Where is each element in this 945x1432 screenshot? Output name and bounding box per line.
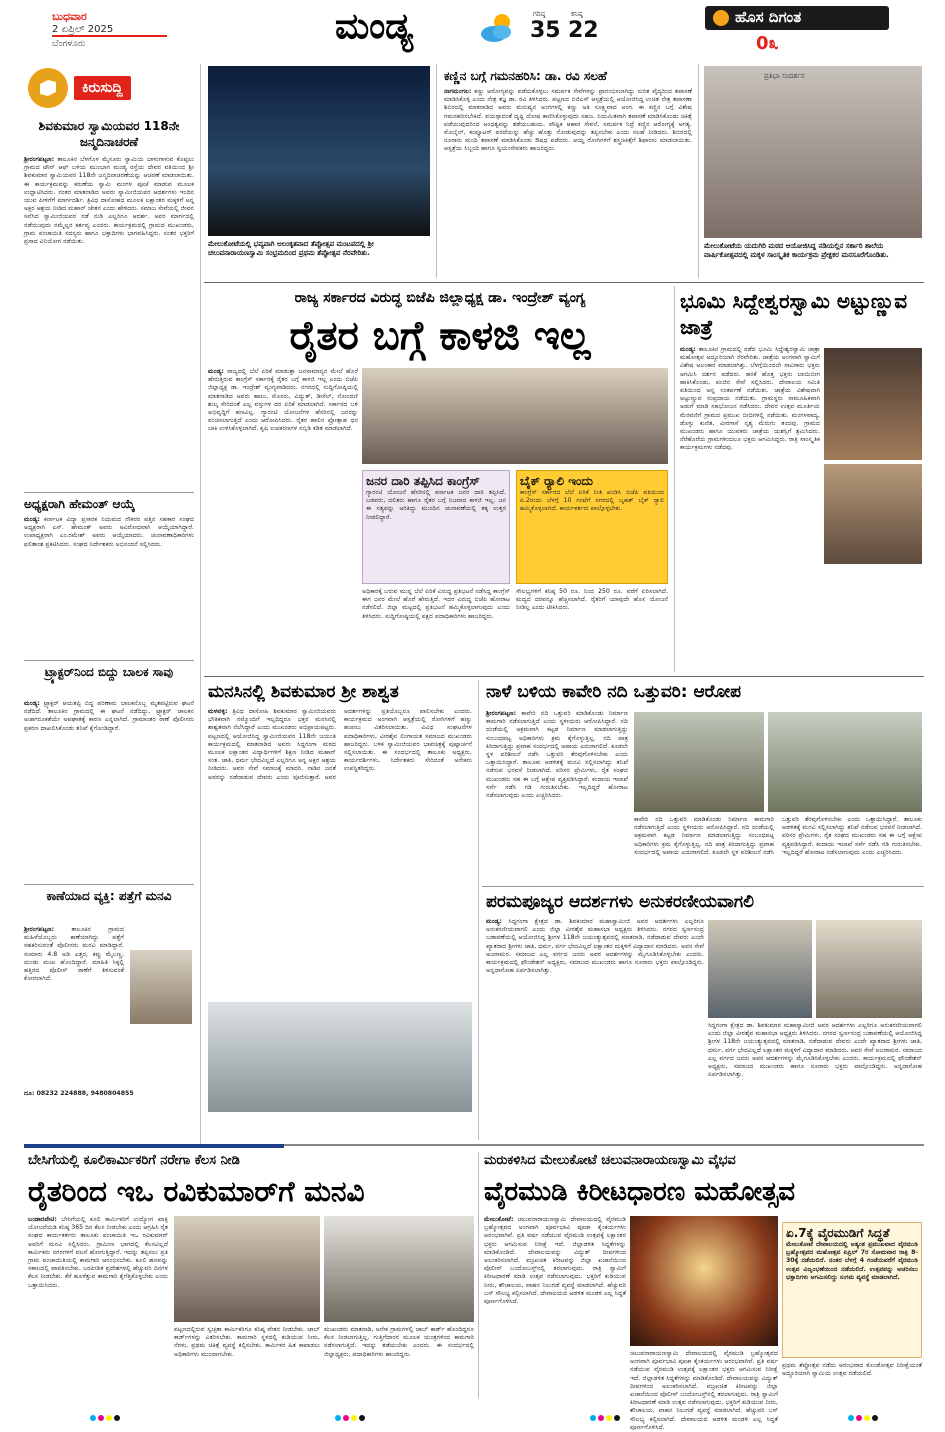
kaveri-text: ಕಾವೇರಿ ನದಿ ಒತ್ತುವರಿ ಮಾಡಿಕೊಂಡು ನಿರ್ಮಾಣ ಕಾಮಗಾರಿ ನಡೆಸಲಾಗುತ್ತಿದೆ ಎಂದು ಸ್ಥಳೀಯರು ಆರೋಪಿಸಿದ್ದಾರೆ. ನದಿ ದಂಡೆಯಲ್ಲಿ ಅಕ್ರಮವಾಗಿ ಕಟ್ಟಡ ನಿರ್ಮಾಣ ಮಾಡಲಾಗುತ್ತಿದ್ದು ಸಂಬಂಧಪಟ್ಟ ಅಧಿಕಾರಿಗಳು ಕ್ರಮ ಕೈಗೊಳ್ಳುತ್ತಿಲ್ಲ. ನದಿ ಪಾತ್ರ ಕಿರಿದಾಗುತ್ತಿದ್ದು ಪ್ರವಾಹ ಸಂದರ್ಭದಲ್ಲಿ ಅಪಾಯ ಎದುರಾಗಲಿದೆ. ಕೂಡಲೇ ಸ್ಥಳ ಪರಿಶೀಲನೆ ನಡೆಸಿ ಒತ್ತುವರಿ ತೆರವುಗೊಳಿಸಬೇಕು ಎಂದು ಒತ್ತಾಯಿಸಿದ್ದಾರೆ. ತಾಲೂಕು ಆಡಳಿತಕ್ಕೆ ಮನವಿ ಸಲ್ಲಿಸಲಾಗಿದ್ದು ತನಿಖೆ ನಡೆಸುವ ಭರವಸೆ ನೀಡಲಾಗಿದೆ. ಪರಿಸರ ಪ್ರೇಮಿಗಳು, ರೈತ ಸಂಘದ ಮುಖಂಡರು ಸಹ ಈ ಬಗ್ಗೆ ಆಕ್ಷೇಪ ವ್ಯಕ್ತಪಡಿಸಿದ್ದಾರೆ. ಕಂದಾಯ ಇಲಾಖೆ ಸರ್ವೆ ನಡೆಸಿ ಗಡಿ ಗುರುತಿಸಬೇಕು. ಇಲ್ಲದಿದ್ದರೆ ಹೋರಾಟ ನಡೆಸಲಾಗುವುದು ಎಂದು ಎಚ್ಚರಿಸಿದರು. bbox=[486, 710, 628, 800]
kaveri-body-1 bbox=[486, 710, 628, 882]
shivakumar-text: ತ್ರಿವಿಧ ದಾಸೋಹಿ ಶಿವಕುಮಾರ ಸ್ವಾಮೀಜಿಯವರು ಭೌತಿಕವಾಗಿ ನಮ್ಮೊಂದಿಗೆ ಇಲ್ಲದಿದ್ದರೂ ಭಕ್ತರ ಮನಸಿನಲ್ಲಿ ಶಾಶ್ವತವಾಗಿ ನೆಲೆಸಿದ್ದಾರೆ ಎಂದು ಮುಖಂಡರು ಅಭಿಪ್ರಾಯಪಟ್ಟರು. ಪಟ್ಟಣದಲ್ಲಿ ಆಯೋಜಿಸಿದ್ದ ಸ್ವಾಮೀಜಿಯವರ 118ನೇ ಜಯಂತಿ ಕಾರ್ಯಕ್ರಮದಲ್ಲಿ ಮಾತನಾಡಿದ ಅವರು ಸಿದ್ದಗಂಗಾ ಮಠದ ಮೂಲಕ ಲಕ್ಷಾಂತರ ವಿದ್ಯಾರ್ಥಿಗಳಿಗೆ ಶಿಕ್ಷಣ ನೀಡಿದ ಮಹಾನ್ ಸಂತ. ಜಾತಿ, ಧರ್ಮ ಭೇದವಿಲ್ಲದೆ ಎಲ್ಲರಿಗೂ ಅನ್ನ ಅಕ್ಷರ ಆಶ್ರಯ ನೀಡಿದರು. ಅವರ ಸೇವೆ ಸಮಾಜಕ್ಕೆ ಮಾದರಿ. ನಾಡಿನ ಜನತೆ ಅವರನ್ನು ನಡೆದಾಡುವ ದೇವರು ಎಂದು ಪೂಜಿಸುತ್ತಾರೆ. ಅವರ ಆದರ್ಶಗಳನ್ನು ಪ್ರತಿಯೊಬ್ಬರೂ ಪಾಲಿಸಬೇಕು ಎಂದರು. ಕಾರ್ಯಕ್ರಮದ ಅಂಗವಾಗಿ ಆಸ್ಪತ್ರೆಯಲ್ಲಿ ರೋಗಿಗಳಿಗೆ ಹಣ್ಣು ಹಂಪಲು ವಿತರಿಸಲಾಯಿತು. ವಿವಿಧ ಸಂಘಟನೆಗಳ ಪದಾಧಿಕಾರಿಗಳು, ವೀರಶೈವ ಲಿಂಗಾಯತ ಸಮಾಜದ ಮುಖಂಡರು ಹಾಜರಿದ್ದರು. ಬಳಿಕ ಸ್ವಾಮೀಜಿಯವರ ಭಾವಚಿತ್ರಕ್ಕೆ ಪುಷ್ಪಾರ್ಚನೆ ಸಲ್ಲಿಸಲಾಯಿತು. ಈ ಸಂದರ್ಭದಲ್ಲಿ ತಾಲೂಕು ಅಧ್ಯಕ್ಷರು, ಕಾರ್ಯದರ್ಶಿಗಳು, ನಿರ್ದೇಶಕರು ಸೇರಿದಂತೆ ಅನೇಕರು ಉಪಸ್ಥಿತರಿದ್ದರು. bbox=[208, 708, 472, 781]
parama-body-2: ಸಿದ್ದಗಂಗಾ ಕ್ಷೇತ್ರದ ಡಾ. ಶಿವಕುಮಾರ ಮಹಾಸ್ವಾಮೀಜಿ ಅವರ ಆದರ್ಶಗಳು ಎಲ್ಲರಿಗೂ ಅನುಕರಣೀಯವಾಗಲಿ ಎಂದು ಜಿಲ್ಲಾ ವೀರಶೈವ ಮಹಾಸಭಾ ಅಧ್ಯಕ್ಷರು ತಿಳಿಸಿದರು. ನಗರದ ಸ್ವರ್ಣಸಂದ್ರ ಬಡಾವಣೆಯಲ್ಲಿ ಆಯೋಜಿಸಿದ್ದ ಶ್ರೀಗಳ 118ನೇ ಜಯಂತ್ಯುತ್ಸವದಲ್ಲಿ ಮಾತನಾಡಿ, ನಡೆದಾಡುವ ದೇವರು ಎಂದೇ ಖ್ಯಾತರಾದ ಶ್ರೀಗಳು ಜಾತಿ, ಧರ್ಮ, ವರ್ಗ ಭೇದವಿಲ್ಲದೆ ಲಕ್ಷಾಂತರ ಮಕ್ಕಳಿಗೆ ವಿದ್ಯಾದಾನ ಮಾಡಿದರು. ಅವರ ಸೇವೆ ಅಜರಾಮರ. ಸಮಾಜದ ಎಲ್ಲ ವರ್ಗದ ಜನರು ಅವರ ಆದರ್ಶಗಳನ್ನು ಮೈಗೂಡಿಸಿಕೊಳ್ಳಬೇಕು ಎಂದರು. ಕಾರ್ಯಕ್ರಮದಲ್ಲಿ ಫೌಂಡೇಶನ್ ಅಧ್ಯಕ್ಷರು, ಸಮಾಜದ ಮುಖಂಡರು ಹಾಗೂ ನೂರಾರು ಭಕ್ತರು ಪಾಲ್ಗೊಂಡಿದ್ದರು. ಅನ್ನದಾಸೋಹ ಏರ್ಪಡಿಸಲಾಗಿತ್ತು. bbox=[708, 1022, 922, 1079]
jayanti-portrait-photo bbox=[708, 920, 812, 1018]
siddeshwara-deity-photo bbox=[824, 348, 922, 460]
kiru3-text: ಟ್ರ್ಯಾಕ್ಟರ್ ಆಯತಪ್ಪಿ ಬಿದ್ದ ಪರಿಣಾಮ ಬಾಲಕನೊಬ್ಬ ಮೃತಪಟ್ಟಿರುವ ಘಟನೆ ನಡೆದಿದೆ. ತಾಲೂಕಿನ ಗ್ರಾಮದಲ್ಲಿ ಈ ಘಟನೆ ನಡೆದಿದ್ದು, ಟ್ರ್ಯಾಕ್ಟರ್ ಚಾಲಕನ ಅಜಾಗರೂಕತೆಯೇ ಅಪಘಾತಕ್ಕೆ ಕಾರಣ ಎನ್ನಲಾಗಿದೆ. ಗ್ರಾಮಾಂತರ ಠಾಣೆ ಪೊಲೀಸರು ಪ್ರಕರಣ ದಾಖಲಿಸಿಕೊಂಡು ತನಿಖೆ ಕೈಗೊಂಡಿದ್ದಾರೆ. bbox=[24, 700, 195, 732]
nrega-memo-photo-1 bbox=[174, 1216, 320, 1322]
masthead-date: 2 ಏಪ್ರಿಲ್ 2025 bbox=[52, 24, 114, 35]
vairamudi-body-2: ಚಲುವನಾರಾಯಣಸ್ವಾಮಿ ದೇವಾಲಯದಲ್ಲಿ ವೈರಮುಡಿ ಬ್ರಹ್ಮೋತ್ಸವದ ಅಂಗವಾಗಿ ಪೂರ್ವಭಾವಿ ಪೂಜಾ ಕೈಂಕರ್ಯಗಳು ಆರಂಭವಾಗಿವೆ. ಪ್ರತಿ ವರ್ಷ ನಡೆಯುವ ವೈರಮುಡಿ ಉತ್ಸವಕ್ಕೆ ಲಕ್ಷಾಂತರ ಭಕ್ತರು ಆಗಮಿಸುವ ನಿರೀಕ್ಷೆ ಇದೆ. ಜಿಲ್ಲಾಡಳಿತ ಸಿದ್ಧತೆಗಳನ್ನು ಮಾಡಿಕೊಂಡಿದೆ. ದೇವಾಲಯವನ್ನು ವಿದ್ಯುತ್ ದೀಪಗಳಿಂದ ಅಲಂಕರಿಸಲಾಗಿದೆ. ವಜ್ರಖಚಿತ ಕಿರೀಟವನ್ನು ಜಿಲ್ಲಾ ಖಜಾನೆಯಿಂದ ಪೊಲೀಸ್ ಬಂದೋಬಸ್ತ್‌ನಲ್ಲಿ ತರಲಾಗುವುದು. ರಾತ್ರಿ ಸ್ವಾಮಿಗೆ ಕಿರೀಟಧಾರಣೆ ಮಾಡಿ ಉತ್ಸವ ನಡೆಸಲಾಗುವುದು. ಭಕ್ತರಿಗೆ ಕುಡಿಯುವ ನೀರು, ಶೌಚಾಲಯ, ವಾಹನ ನಿಲುಗಡೆ ವ್ಯವಸ್ಥೆ ಮಾಡಲಾಗಿದೆ. ಹೆಚ್ಚುವರಿ ಬಸ್ ಸೌಲಭ್ಯ ಕಲ್ಪಿಸಲಾಗಿದೆ. ದೇವಾಲಯದ ಆಡಳಿತ ಮಂಡಳಿ ಎಲ್ಲ ಸಿದ್ಧತೆ ಪೂರ್ಣಗೊಳಿಸಿದೆ. bbox=[630, 1350, 778, 1431]
masthead-rule bbox=[52, 35, 167, 37]
shivakumar-headline: ಮನಸಿನಲ್ಲಿ ಶಿವಕುಮಾರ ಶ್ರೀ ಶಾಶ್ವತ bbox=[208, 682, 399, 702]
lead-dateline: ಮಂಡ್ಯ: bbox=[208, 368, 224, 375]
school-dance-photo bbox=[704, 66, 922, 238]
lead-box-congress-text: ಗ್ಯಾರಂಟಿ ಯೋಜನೆ ಹೆಸರಿನಲ್ಲಿ ಕರ್ನಾಟಕ ಜನರ ದಾರಿ ತಪ್ಪಿಸಿದೆ. ಬಡವರು, ದಲಿತರು ಹಾಗೂ ರೈತರ ಬಗ್ಗೆ ನಿಜವಾದ ಕಾಳಜಿ ಇಲ್ಲ. ಜನ ಈ ಸತ್ಯವನ್ನು ಅರಿತಿದ್ದು ಮುಂದಿನ ಚುನಾವಣೆಯಲ್ಲಿ ತಕ್ಕ ಉತ್ತರ ನೀಡಲಿದ್ದಾರೆ. bbox=[366, 489, 506, 521]
parama-body-1 bbox=[486, 918, 704, 1140]
weather-min-label: ಕನಿಷ್ಠ bbox=[571, 10, 583, 18]
kiru2-body bbox=[24, 516, 194, 656]
vairamudi-body-1 bbox=[484, 1216, 626, 1398]
missing-person-photo bbox=[130, 950, 192, 1024]
riverbank-photo-1 bbox=[634, 712, 764, 812]
kiru4-title: ಕಾಣೆಯಾದ ವ್ಯಕ್ತಿ: ಪತ್ತೆಗೆ ಮನವಿ bbox=[46, 889, 172, 903]
weather-min: 22 bbox=[568, 18, 599, 43]
vairamudi-body-3: ಪ್ರಥಮ ತೆಪ್ಪೋತ್ಸವ ನಡೆದು ಆರಂಭವಾದ ಕೊಂಡೋತ್ಸವ ನಿರೀಕ್ಷೆಯಂತೆ ಅದ್ದೂರಿಯಾಗಿ ಸ್ವಾಮಿಯ ಉತ್ಸವ ನಡೆಯಲಿದೆ. bbox=[782, 1362, 922, 1378]
kiru3-title: ಟ್ರ್ಯಾಕ್ಟರ್‌ನಿಂದ ಬಿದ್ದು ಬಾಲಕ ಸಾವು bbox=[44, 665, 174, 679]
parama-headline: ಪರಮಪೂಜ್ಯರ ಆದರ್ಶಗಳು ಅನುಕರಣೀಯವಾಗಲಿ bbox=[486, 892, 754, 912]
kaveri-dateline: ಶ್ರೀರಂಗಪಟ್ಟಣ: bbox=[486, 710, 517, 717]
registration-marks-left bbox=[90, 1406, 150, 1414]
eye-story-title: ಕಣ್ಣಿನ ಬಗ್ಗೆ ಗಮನಹರಿಸಿ: ಡಾ. ರವಿ ಸಲಹೆ bbox=[444, 69, 607, 83]
bhoomi-text: ತಾಲೂಕಿನ ಗ್ರಾಮದಲ್ಲಿ ನಡೆದ ಭೂಮಿ ಸಿದ್ದೇಶ್ವರಸ್ವಾಮಿ ಜಾತ್ರಾ ಮಹೋತ್ಸವ ಅದ್ದೂರಿಯಾಗಿ ನೆರವೇರಿತು. ಜಾತ್ರೆಯ ಅಂಗವಾಗಿ ಸ್ವಾಮಿಗೆ ವಿಶೇಷ ಅಲಂಕಾರ ಮಾಡಲಾಗಿತ್ತು. ಬೆಳಗ್ಗೆಯಿಂದಲೇ ಸಾವಿರಾರು ಭಕ್ತರು ಆಗಮಿಸಿ ದರ್ಶನ ಪಡೆದರು. ಹರಕೆ ಹೊತ್ತ ಭಕ್ತರು ಬಾಯಿಬೀಗ ಹಾಕಿಸಿಕೊಂಡು, ಪಂಜಿನ ಸೇವೆ ಸಲ್ಲಿಸಿದರು. ದೇವಾಲಯ ಸಮಿತಿ ವತಿಯಿಂದ ಅನ್ನ ಸಂತರ್ಪಣೆ ನಡೆಯಿತು. ಜಾತ್ರೆಯ ವಿಶೇಷವಾಗಿ ಅಟ್ಟುಣ್ಣುವ ಸಂಪ್ರದಾಯ ನಡೆಯಿತು. ಗ್ರಾಮಸ್ಥರು ಸಾಮೂಹಿಕವಾಗಿ ಅಡುಗೆ ಮಾಡಿ ಸಹಭೋಜನ ನಡೆಸಿದರು. ದೇವರ ಉತ್ಸವ ಮೂರ್ತಿಯ ಮೆರವಣಿಗೆ ಗ್ರಾಮದ ಪ್ರಮುಖ ಬೀದಿಗಳಲ್ಲಿ ನಡೆಯಿತು. ಮಂಗಳವಾದ್ಯ, ಡೊಳ್ಳು ಕುಣಿತ, ವೀರಗಾಸೆ ನೃತ್ಯ ಮೆರುಗು ತಂದವು. ಗ್ರಾಮದ ಮುಖಂಡರು ಹಾಗೂ ಯುವಕರು ಜಾತ್ರೆಯ ಯಶಸ್ಸಿಗೆ ಶ್ರಮಿಸಿದರು. ನೆರೆಹೊರೆಯ ಗ್ರಾಮಗಳಿಂದಲೂ ಭಕ್ತರು ಆಗಮಿಸಿದ್ದರು. ರಾತ್ರಿ ಸಾಂಸ್ಕೃತಿಕ ಕಾರ್ಯಕ್ರಮಗಳು ನಡೆದವು. bbox=[680, 346, 821, 452]
teppotsava-photo bbox=[208, 66, 430, 236]
shivakumar-body bbox=[208, 708, 472, 998]
bhoomi-body-1 bbox=[680, 346, 820, 670]
nrega-memo-photo-2 bbox=[324, 1216, 474, 1322]
registration-marks-far bbox=[848, 1406, 908, 1414]
jayanti-crowd-photo bbox=[816, 920, 922, 1018]
lead-body-1 bbox=[208, 368, 358, 658]
vairamudi-headline: ವೈರಮುಡಿ ಕಿರೀಟಧಾರಣ ಮಹೋತ್ಸವ bbox=[484, 1177, 796, 1207]
kiru4-text: ತಾಲೂಕಿನ ಗ್ರಾಮದ ಮಹಿಳೆಯೊಬ್ಬರು ಕಾಣೆಯಾಗಿದ್ದು ಪತ್ತೆಗೆ ಸಹಕರಿಸುವಂತೆ ಪೊಲೀಸರು ಮನವಿ ಮಾಡಿದ್ದಾರೆ. ಸುಮಾರು 4.8 ಅಡಿ ಎತ್ತರ, ಕಪ್ಪು ಮೈಬಣ್ಣ, ದುಂಡು ಮುಖ ಹೊಂದಿದ್ದಾರೆ. ಮಾಹಿತಿ ಸಿಕ್ಕಲ್ಲಿ ಹತ್ತಿರದ ಪೊಲೀಸ್ ಠಾಣೆಗೆ ತಿಳಿಸುವಂತೆ ಕೋರಲಾಗಿದೆ. bbox=[24, 926, 124, 983]
kiru4-dateline: ಶ್ರೀರಂಗಪಟ್ಟಣ: bbox=[24, 926, 55, 933]
nrega-body-2: ಪಟ್ಟಣದಲ್ಲಿರುವ ಸ್ವಚ್ಛತಾ ಕಾರ್ಮಿಕರಿಗೂ ಕನಿಷ್ಠ ವೇತನ ನೀಡಬೇಕು. ಜಾಬ್ ಕಾರ್ಡ್‌ಗಳನ್ನು ವಿತರಿಸಬೇಕು. ಕಾಮಗಾರಿ ಸ್ಥಳದಲ್ಲಿ ಕುಡಿಯುವ ನೀರು, ನೆರಳು, ಪ್ರಥಮ ಚಿಕಿತ್ಸೆ ವ್ಯವಸ್ಥೆ ಕಲ್ಪಿಸಬೇಕು. ಕಾರ್ಮಿಕರ ಹಿತ ಕಾಪಾಡಲು ಅಧಿಕಾರಿಗಳು ಮುಂದಾಗಬೇಕು. bbox=[174, 1326, 320, 1358]
page-number: 0೩ bbox=[756, 33, 779, 54]
lead-box-rally-text: ಕಾಂಗ್ರೆಸ್ ಸರ್ಕಾರದ ಬೆಲೆ ಏರಿಕೆ ನೀತಿ ಖಂಡಿಸಿ ಬಿಜೆಪಿ ವತಿಯಿಂದ ಏ.2ರಂದು ಬೆಳಗ್ಗೆ 10 ಗಂಟೆಗೆ ನಗರದಲ್ಲಿ ಬೃಹತ್ ಬೈಕ್ ರ್‍ಯಾಲಿ ಹಮ್ಮಿಕೊಳ್ಳಲಾಗಿದೆ. ಕಾರ್ಯಕರ್ತರು ಪಾಲ್ಗೊಳ್ಳಬೇಕು. bbox=[520, 489, 664, 513]
kiru1-title: ಶಿವಕುಮಾರ ಸ್ವಾಮಿಯವರ 118ನೇ ಜನ್ಮದಿನಾಚರಣೆ bbox=[38, 119, 180, 149]
kiru4-phone: ದೂ: 08232 224888, 9480804855 bbox=[24, 1090, 134, 1097]
nrega-body-1 bbox=[28, 1216, 168, 1398]
masthead-day: ಬುಧವಾರ bbox=[52, 10, 87, 23]
paper-name: ಹೊಸ ದಿಗಂತ bbox=[735, 8, 802, 26]
eye-story-dateline: ನಾಗಮಂಗಲ: bbox=[444, 88, 472, 95]
vairamudi-dateline: ಮೇಲುಕೋಟೆ: bbox=[484, 1216, 514, 1223]
kirusuddi-badge bbox=[28, 68, 182, 108]
registration-marks-right bbox=[590, 1406, 650, 1414]
vairamudi-text: ಚಲುವನಾರಾಯಣಸ್ವಾಮಿ ದೇವಾಲಯದಲ್ಲಿ ವೈರಮುಡಿ ಬ್ರಹ್ಮೋತ್ಸವದ ಅಂಗವಾಗಿ ಪೂರ್ವಭಾವಿ ಪೂಜಾ ಕೈಂಕರ್ಯಗಳು ಆರಂಭವಾಗಿವೆ. ಪ್ರತಿ ವರ್ಷ ನಡೆಯುವ ವೈರಮುಡಿ ಉತ್ಸವಕ್ಕೆ ಲಕ್ಷಾಂತರ ಭಕ್ತರು ಆಗಮಿಸುವ ನಿರೀಕ್ಷೆ ಇದೆ. ಜಿಲ್ಲಾಡಳಿತ ಸಿದ್ಧತೆಗಳನ್ನು ಮಾಡಿಕೊಂಡಿದೆ. ದೇವಾಲಯವನ್ನು ವಿದ್ಯುತ್ ದೀಪಗಳಿಂದ ಅಲಂಕರಿಸಲಾಗಿದೆ. ವಜ್ರಖಚಿತ ಕಿರೀಟವನ್ನು ಜಿಲ್ಲಾ ಖಜಾನೆಯಿಂದ ಪೊಲೀಸ್ ಬಂದೋಬಸ್ತ್‌ನಲ್ಲಿ ತರಲಾಗುವುದು. ರಾತ್ರಿ ಸ್ವಾಮಿಗೆ ಕಿರೀಟಧಾರಣೆ ಮಾಡಿ ಉತ್ಸವ ನಡೆಸಲಾಗುವುದು. ಭಕ್ತರಿಗೆ ಕುಡಿಯುವ ನೀರು, ಶೌಚಾಲಯ, ವಾಹನ ನಿಲುಗಡೆ ವ್ಯವಸ್ಥೆ ಮಾಡಲಾಗಿದೆ. ಹೆಚ್ಚುವರಿ ಬಸ್ ಸೌಲಭ್ಯ ಕಲ್ಪಿಸಲಾಗಿದೆ. ದೇವಾಲಯದ ಆಡಳಿತ ಮಂಡಳಿ ಎಲ್ಲ ಸಿದ್ಧತೆ ಪೂರ್ಣಗೊಳಿಸಿದೆ. bbox=[484, 1216, 626, 1306]
kiru1-dateline: ಶ್ರೀರಂಗಪಟ್ಟಣ: bbox=[24, 156, 55, 163]
bhoomi-headline: ಭೂಮಿ ಸಿದ್ದೇಶ್ವರಸ್ವಾಮಿ ಅಟ್ಟುಣ್ಣುವ ಜಾತ್ರೆ bbox=[680, 289, 908, 339]
eye-story-text: ಕಣ್ಣು ಆರೋಗ್ಯವನ್ನು ಪಡೆದುಕೊಳ್ಳಲು ಸಮರ್ಪಕ ಸೇವೆಗಳನ್ನು ಪ್ರಾರಂಭಿಸಲಾಗಿದ್ದು ನುರಿತ ವೈದ್ಯರಿಂದ ತಪಾಸಣೆ ಮಾಡಿಸಿಕೊಳ್ಳಿ ಎಂದು ನೇತ್ರ ತಜ್ಞ ಡಾ. ರವಿ ತಿಳಿಸಿದರು. ಪಟ್ಟಣದ ಬಿಜಿಎಸ್ ಆಸ್ಪತ್ರೆಯಲ್ಲಿ ಆಯೋಜಿಸಿದ್ದ ಉಚಿತ ನೇತ್ರ ತಪಾಸಣಾ ಶಿಬಿರದಲ್ಲಿ ಮಾತನಾಡಿದ ಅವರು ಮನುಷ್ಯನ ಅಂಗಗಳಲ್ಲಿ ಕಣ್ಣು ಅತಿ ಸೂಕ್ಷ್ಮವಾದ ಅಂಗ. ಈ ಕಣ್ಣಿನ ಬಗ್ಗೆ ವಿಶೇಷ ಗಮನಹರಿಸಬೇಕಿದೆ. ವಯಸ್ಸಾದಂತೆ ದೃಷ್ಟಿ ದೋಷ ಕಾಣಿಸಿಕೊಳ್ಳುವುದು ಸಹಜ. ನಿಯಮಿತವಾಗಿ ತಪಾಸಣೆ ಮಾಡಿಸಿಕೊಂಡು ಚಿಕಿತ್ಸೆ ಪಡೆಯುವುದರಿಂದ ಅಂಧತ್ವವನ್ನು ತಡೆಯಬಹುದು. ಪೌಷ್ಟಿಕ ಆಹಾರ ಸೇವನೆ, ಸಮರ್ಪಕ ನಿದ್ರೆ ಕಣ್ಣಿನ ಆರೋಗ್ಯಕ್ಕೆ ಅಗತ್ಯ. ಮೊಬೈಲ್, ಕಂಪ್ಯೂಟರ್ ಪರದೆಯನ್ನು ಹೆಚ್ಚು ಹೊತ್ತು ನೋಡುವುದನ್ನು ತಪ್ಪಿಸಬೇಕು ಎಂದು ಸಲಹೆ ನೀಡಿದರು. ಶಿಬಿರದಲ್ಲಿ ನೂರಾರು ಮಂದಿ ತಪಾಸಣೆ ಮಾಡಿಸಿಕೊಂಡು ಔಷಧ ಪಡೆದರು. ಆಯ್ದ ರೋಗಿಗಳಿಗೆ ಶಸ್ತ್ರಚಿಕಿತ್ಸೆಗೆ ಶಿಫಾರಸು ಮಾಡಲಾಯಿತು. ಆಸ್ಪತ್ರೆಯ ಸಿಬ್ಬಂದಿ ಹಾಗೂ ಸ್ವಯಂಸೇವಕರು ಹಾಜರಿದ್ದರು. bbox=[444, 88, 693, 153]
weather-max: 35 bbox=[530, 18, 561, 43]
kiru2-dateline: ಮಂಡ್ಯ: bbox=[24, 516, 40, 523]
kiru3-body bbox=[24, 700, 194, 880]
hospital-visit-photo bbox=[208, 1002, 472, 1112]
kiru3-dateline: ಮಂಡ್ಯ: bbox=[24, 700, 40, 707]
shivakumar-dateline: ಮಳವಳ್ಳಿ: bbox=[208, 708, 228, 715]
bottom-divider bbox=[24, 1144, 924, 1148]
nrega-kicker: ಬೇಸಿಗೆಯಲ್ಲಿ ಕೂಲಿಕಾರ್ಮಿಕರಿಗೆ ನರೇಗಾ ಕೆಲಸ ನೀಡಿ bbox=[28, 1153, 240, 1168]
kiru2-text: ಕರ್ನಾಟಕ ವಿದ್ಯಾ ಪ್ರಸಾರಕ ನಿಯಮದ ನೌಕರರ ಪತ್ತಿನ ಸಹಕಾರ ಸಂಘದ ಅಧ್ಯಕ್ಷರಾಗಿ ಎಸ್. ಹೇಮಂತ್ ಅವರು ಅವಿರೋಧವಾಗಿ ಆಯ್ಕೆಯಾಗಿದ್ದಾರೆ. ಉಪಾಧ್ಯಕ್ಷರಾಗಿ ಎಂ.ರಮೇಶ್ ಅವರು ಆಯ್ಕೆಯಾದರು. ಚುನಾವಣಾಧಿಕಾರಿಗಳು ಫಲಿತಾಂಶ ಪ್ರಕಟಿಸಿದರು. ಸಂಘದ ನಿರ್ದೇಶಕರು ಅಭಿನಂದನೆ ಸಲ್ಲಿಸಿದರು. bbox=[24, 516, 195, 548]
nrega-text: ಬೇಸಿಗೆಯಲ್ಲಿ ಕೂಲಿ ಕಾರ್ಮಿಕರಿಗೆ ಉದ್ಯೋಗ ಖಾತ್ರಿ ಯೋಜನೆಯಡಿ ಕನಿಷ್ಠ 365 ದಿನ ಕೆಲಸ ನೀಡಬೇಕು ಎಂದು ಆಗ್ರಹಿಸಿ ರೈತ ಸಂಘದ ಕಾರ್ಯಕರ್ತರು ತಾಲೂಕು ಪಂಚಾಯಿತಿ ಇಒ ರವಿಕುಮಾರ್ ಅವರಿಗೆ ಮನವಿ ಸಲ್ಲಿಸಿದರು. ಗ್ರಾಮೀಣ ಭಾಗದಲ್ಲಿ ಕೆಲಸವಿಲ್ಲದೆ ಕಾರ್ಮಿಕರು ನಗರಗಳಿಗೆ ವಲಸೆ ಹೋಗುತ್ತಿದ್ದಾರೆ. ಇದನ್ನು ತಪ್ಪಿಸಲು ಪ್ರತಿ ಗ್ರಾಮ ಪಂಚಾಯಿತಿಯಲ್ಲಿ ಕಾಮಗಾರಿ ಆರಂಭಿಸಬೇಕು. ಕೂಲಿ ಹಣವನ್ನು ಸಕಾಲದಲ್ಲಿ ಪಾವತಿಸಬೇಕು. ಬರಪೀಡಿತ ಪ್ರದೇಶಗಳಲ್ಲಿ ಹೆಚ್ಚುವರಿ ದಿನಗಳ ಕೆಲಸ ನೀಡಬೇಕು. ಕೆರೆ ಹೂಳೆತ್ತುವ ಕಾಮಗಾರಿ ಕೈಗೆತ್ತಿಕೊಳ್ಳಬೇಕು ಎಂದು ಒತ್ತಾಯಿಸಿದರು. bbox=[28, 1216, 169, 1289]
eye-story-body bbox=[444, 88, 692, 274]
lead-text-1: ರಾಜ್ಯದಲ್ಲಿ ಬೆಲೆ ಏರಿಕೆ ಮಾಡುತ್ತಾ ಜನಸಾಮಾನ್ಯರ ಮೇಲೆ ಹೊರೆ ಹೇರುತ್ತಿರುವ ಕಾಂಗ್ರೆಸ್ ಸರ್ಕಾರಕ್ಕೆ ರೈತರ ಬಗ್ಗೆ ಕಾಳಜಿ ಇಲ್ಲ ಎಂದು ಬಿಜೆಪಿ ಜಿಲ್ಲಾಧ್ಯಕ್ಷ ಡಾ. ಇಂದ್ರೇಶ್ ವ್ಯಂಗ್ಯವಾಡಿದರು. ನಗರದಲ್ಲಿ ಸುದ್ದಿಗೋಷ್ಠಿಯಲ್ಲಿ ಮಾತನಾಡಿದ ಅವರು ಹಾಲು, ಮೊಸರು, ವಿದ್ಯುತ್, ಡೀಸೆಲ್, ನೋಂದಣಿ ಶುಲ್ಕ ಸೇರಿದಂತೆ ಎಲ್ಲ ವಸ್ತುಗಳ ದರ ಏರಿಕೆ ಮಾಡಲಾಗಿದೆ. ಸರ್ಕಾರದ ಬಳಿ ಅಭಿವೃದ್ಧಿಗೆ ಹಣವಿಲ್ಲ. ಗ್ಯಾರಂಟಿ ಯೋಜನೆಗಳ ಹೆಸರಿನಲ್ಲಿ ಜನರನ್ನು ವಂಚಿಸಲಾಗುತ್ತಿದೆ ಎಂದು ಆರೋಪಿಸಿದರು. ರೈತರ ಹಾಲಿನ ಪ್ರೋತ್ಸಾಹ ಧನ ಬಾಕಿ ಉಳಿಸಿಕೊಳ್ಳಲಾಗಿದೆ. ಕೃಷಿ ಉಪಕರಣಗಳ ಸಬ್ಸಿಡಿ ಕಡಿತ ಮಾಡಲಾಗಿದೆ. bbox=[208, 368, 359, 433]
nrega-headline: ರೈತರಿಂದ ಇಒ ರವಿಕುಮಾರ್‌ಗೆ ಮನವಿ bbox=[28, 1175, 365, 1208]
lead-box-rally bbox=[516, 470, 668, 584]
masthead bbox=[0, 0, 945, 62]
kiru1-body bbox=[24, 156, 194, 486]
teppotsava-caption: ಮೇಲುಕೋಟೆಯಲ್ಲಿ ಭವ್ಯವಾಗಿ ಅಲಂಕೃತವಾದ ತೆಪ್ಪೋತ್ಸವ ಮಂಟಪದಲ್ಲಿ ಶ್ರೀ ಚಲುವನಾರಾಯಣಸ್ವಾಮಿ ಸಂಭ್ರಮದಿಂದ ಪ್ರಥಮ ತೆಪ್ಪೋತ್ಸವ ನೆರವೇರಿತು. bbox=[208, 240, 374, 257]
nrega-body-3: ಮುಖಂಡರು ಮಾತನಾಡಿ, ಅನೇಕ ಗ್ರಾಮಗಳಲ್ಲಿ ಜಾಬ್ ಕಾರ್ಡ್ ಹೊಂದಿದ್ದರೂ ಕೆಲಸ ನೀಡಲಾಗುತ್ತಿಲ್ಲ. ಗುತ್ತಿಗೆದಾರರ ಮೂಲಕ ಯಂತ್ರಗಳಿಂದ ಕಾಮಗಾರಿ ನಡೆಸಲಾಗುತ್ತಿದೆ. ಇದನ್ನು ತಡೆಯಬೇಕು ಎಂದರು. ಈ ಸಂದರ್ಭದಲ್ಲಿ ಜಿಲ್ಲಾಧ್ಯಕ್ಷರು, ಪದಾಧಿಕಾರಿಗಳು ಹಾಜರಿದ್ದರು. bbox=[324, 1326, 474, 1358]
lead-box-rally-title: ಬೈಕ್ ರ್‍ಯಾಲಿ ಇಂದು bbox=[520, 474, 593, 488]
paper-logo bbox=[705, 6, 889, 30]
school-photo-sign: ಪ್ರತಿಭಾ ಸಂದರ್ಶನ bbox=[764, 72, 805, 80]
kaveri-body-2: ಕಾವೇರಿ ನದಿ ಒತ್ತುವರಿ ಮಾಡಿಕೊಂಡು ನಿರ್ಮಾಣ ಕಾಮಗಾರಿ ನಡೆಸಲಾಗುತ್ತಿದೆ ಎಂದು ಸ್ಥಳೀಯರು ಆರೋಪಿಸಿದ್ದಾರೆ. ನದಿ ದಂಡೆಯಲ್ಲಿ ಅಕ್ರಮವಾಗಿ ಕಟ್ಟಡ ನಿರ್ಮಾಣ ಮಾಡಲಾಗುತ್ತಿದ್ದು ಸಂಬಂಧಪಟ್ಟ ಅಧಿಕಾರಿಗಳು ಕ್ರಮ ಕೈಗೊಳ್ಳುತ್ತಿಲ್ಲ. ನದಿ ಪಾತ್ರ ಕಿರಿದಾಗುತ್ತಿದ್ದು ಪ್ರವಾಹ ಸಂದರ್ಭದಲ್ಲಿ ಅಪಾಯ ಎದುರಾಗಲಿದೆ. ಕೂಡಲೇ ಸ್ಥಳ ಪರಿಶೀಲನೆ ನಡೆಸಿ ಒತ್ತುವರಿ ತೆರವುಗೊಳಿಸಬೇಕು ಎಂದು ಒತ್ತಾಯಿಸಿದ್ದಾರೆ. ತಾಲೂಕು ಆಡಳಿತಕ್ಕೆ ಮನವಿ ಸಲ್ಲಿಸಲಾಗಿದ್ದು ತನಿಖೆ ನಡೆಸುವ ಭರವಸೆ ನೀಡಲಾಗಿದೆ. ಪರಿಸರ ಪ್ರೇಮಿಗಳು, ರೈತ ಸಂಘದ ಮುಖಂಡರು ಸಹ ಈ ಬಗ್ಗೆ ಆಕ್ಷೇಪ ವ್ಯಕ್ತಪಡಿಸಿದ್ದಾರೆ. ಕಂದಾಯ ಇಲಾಖೆ ಸರ್ವೆ ನಡೆಸಿ ಗಡಿ ಗುರುತಿಸಬೇಕು. ಇಲ್ಲದಿದ್ದರೆ ಹೋರಾಟ ನಡೆಸಲಾಗುವುದು ಎಂದು ಎಚ್ಚರಿಸಿದರು. bbox=[634, 816, 922, 856]
vairamudi-box-title: ಏ.7ಕ್ಕೆ ವೈರಮುಡಿಗೆ ಸಿದ್ಧತೆ bbox=[786, 1226, 890, 1240]
vairamudi-deity-photo bbox=[630, 1216, 778, 1346]
lead-box-congress-title: ಜನರ ದಾರಿ ತಪ್ಪಿಸಿದ ಕಾಂಗ್ರೆಸ್ bbox=[366, 474, 480, 488]
vairamudi-kicker: ಮರುಕಳಿಸಿದ ಮೇಲುಕೋಟೆ ಚಲುವನಾರಾಯಣಸ್ವಾಮಿ ವೈಭವ bbox=[484, 1153, 736, 1168]
lead-body-2: ಅಧಿಕಾರಕ್ಕೆ ಬರುವ ಮುನ್ನ ಬೆಲೆ ಏರಿಕೆ ವಿರುದ್ಧ ಪ್ರತಿಭಟನೆ ನಡೆಸಿದ್ದ ಕಾಂಗ್ರೆಸ್ ಈಗ ಜನರ ಮೇಲೆ ಹೊರೆ ಹೇರುತ್ತಿದೆ. ಇದರ ವಿರುದ್ಧ ಬಿಜೆಪಿ ಹೋರಾಟ ನಡೆಸಲಿದೆ. ಜಿಲ್ಲಾ ಮಟ್ಟದಲ್ಲಿ ಪ್ರತಿಭಟನೆ ಹಮ್ಮಿಕೊಳ್ಳಲಾಗುವುದು ಎಂದು ತಿಳಿಸಿದರು. ಸುದ್ದಿಗೋಷ್ಠಿಯಲ್ಲಿ ಪಕ್ಷದ ಪದಾಧಿಕಾರಿಗಳು ಹಾಜರಿದ್ದರು. bbox=[362, 588, 510, 620]
kiru1-text: ತಾಲೂಕಿನ ಬೆಳಗೊಳ ಮೈಸೂರು ಸ್ವಾಮಿಯ ಬಾಳುಗಾಳುವ ಕೊಪ್ಪಲು ಗ್ರಾಮದ ಟೌನ್ ಆಫ್ ಬಳಿಯ ಮುಂಭಾಗ ಮಂಡ್ಯ ರಸ್ತೆಯ ದೇವರ ವತಿಯಿಂದ ಶ್ರೀ ಶಿವಕುಮಾರ ಸ್ವಾಮಿಯವರ 118ನೇ ಜನ್ಮದಿನಾಚರಣೆಯನ್ನು ಆಚರಣೆ ಮಾಡಲಾಯಿತು. ಈ ಕಾರ್ಯಕ್ರಮವನ್ನು ಕರುಣೆಯ ಸ್ವಾಮಿ ಮಂಗಳ ಪೂಜೆ ಮಾಡುವ ಮೂಲಕ ಉದ್ಘಾಟಿಸಿದರು. ನಂತರ ಮಾತನಾಡಿದ ಅವರು ಸ್ವಾಮೀಜಿಯವರ ಆದರ್ಶಗಳು ಇಂದಿನ ಯುವ ಪೀಳಿಗೆಗೆ ಮಾರ್ಗದರ್ಶಿ. ತ್ರಿವಿಧ ದಾಸೋಹದ ಮೂಲಕ ಲಕ್ಷಾಂತರ ಮಕ್ಕಳಿಗೆ ಅನ್ನ ಅಕ್ಷರ ಆಶ್ರಯ ನೀಡಿದ ಮಹಾನ್ ಚೇತನ ಎಂದು ಹೇಳಿದರು. ಸಮಾಜ ಸೇವೆಯಲ್ಲಿ ಜೀವನ ಸವೆಸಿದ ಸ್ವಾಮೀಜಿಯವರ ನಡೆ ನುಡಿ ಎಲ್ಲರಿಗೂ ಆದರ್ಶ. ಅವರ ಮಾರ್ಗದಲ್ಲಿ ನಡೆಯುವುದು ನಮ್ಮೆಲ್ಲರ ಕರ್ತವ್ಯ ಎಂದರು. ಕಾರ್ಯಕ್ರಮದಲ್ಲಿ ಗ್ರಾಮದ ಮುಖಂಡರು, ಗ್ರಾಮ ಪಂಚಾಯಿತಿ ಸದಸ್ಯರು ಹಾಗೂ ಭಕ್ತಾದಿಗಳು ಭಾಗವಹಿಸಿದ್ದರು. ನಂತರ ಭಕ್ತರಿಗೆ ಪ್ರಸಾದ ವಿನಿಯೋಗ ನಡೆಯಿತು. bbox=[24, 156, 195, 246]
kirusuddi-label: ಕಿರುಸುದ್ದಿ bbox=[74, 76, 131, 100]
siddeshwara-procession-photo bbox=[824, 464, 922, 564]
kiru4-body bbox=[24, 926, 124, 1086]
riverbank-photo-2 bbox=[768, 712, 922, 812]
masthead-edition: ಬೆಂಗಳೂರು bbox=[52, 39, 86, 49]
kaveri-headline: ನಾಳೆ ಬಳಿಯ ಕಾವೇರಿ ನದಿ ಒತ್ತುವರಿ: ಆರೋಪ bbox=[486, 682, 741, 702]
lead-kicker: ರಾಜ್ಯ ಸರ್ಕಾರದ ವಿರುದ್ಧ ಬಿಜೆಪಿ ಜಿಲ್ಲಾಧ್ಯಕ್ಷ ಡಾ. ಇಂದ್ರೇಶ್ ವ್ಯಂಗ್ಯ bbox=[294, 290, 586, 306]
school-caption: ಮೇಲುಕೋಟೆಯ ಯದುಗಿರಿ ಮಠದ ಆಯೋಜಿಸಿದ್ದ ನಡಿಯಲ್ಲಿನ ಸರ್ಕಾರಿ ಶಾಲೆಯ ವಾರ್ಷಿಕೋತ್ಸವದಲ್ಲಿ ಮಕ್ಕಳ ಸಾಂಸ್ಕೃತಿಕ ಕಾರ್ಯಕ್ರಮ ಪ್ರೇಕ್ಷಕರ ಮನಸೂರೆಗೊಂಡಿತು. bbox=[704, 242, 889, 259]
lead-box-congress bbox=[362, 470, 510, 584]
bhoomi-dateline: ಮಂಡ್ಯ: bbox=[680, 346, 696, 353]
lead-body-3: ಸೌಲಭ್ಯಗಳಿಗೆ ಕನಿಷ್ಠ 50 ರೂ. ನಿಂದ 250 ರೂ. ವರೆಗೆ ಏರಿಸಲಾಗಿದೆ. ಮದ್ಯದ ದರವನ್ನೂ ಹೆಚ್ಚಿಸಲಾಗಿದೆ. ರೈತರಿಗೆ ಯಾವುದೇ ಹೊಸ ಯೋಜನೆ ನೀಡಿಲ್ಲ ಎಂದು ಟೀಕಿಸಿದರು. bbox=[516, 588, 668, 612]
kiru2-title: ಅಧ್ಯಕ್ಷರಾಗಿ ಹೇಮಂತ್ ಆಯ್ಕೆ bbox=[24, 497, 135, 511]
weather-icon bbox=[478, 10, 518, 46]
vairamudi-box-text: ಮೇಲುಕೋಟೆ ದೇವಾಲಯದಲ್ಲಿ ಅತ್ಯಂತ ಪ್ರಮುಖವಾದ ವೈರಮುಡಿ ಬ್ರಹ್ಮೋತ್ಸವದ ಮಹೋತ್ಸವ ಏಪ್ರಿಲ್ 7ರ ಸೋಮವಾರ ರಾತ್ರಿ 8-30ಕ್ಕೆ ನಡೆಯಲಿದೆ. ನಂತರ ಬೆಳಗ್ಗೆ 4 ಗಂಟೆಯವರೆಗೆ ವೈರಮುಡಿ ಉತ್ಸವ ವಿಜೃಂಭಣೆಯಿಂದ ನಡೆಯಲಿದೆ. ಉತ್ಸವವನ್ನು ಆಚರಿಸಲು ಭಕ್ತಾದಿಗಳು ಆಗಮಿಸಲಿದ್ದು ಸುಗಮ ವ್ಯವಸ್ಥೆ ಮಾಡಲಾಗಿದೆ. bbox=[786, 1241, 918, 1281]
vairamudi-box bbox=[782, 1222, 922, 1358]
parama-dateline: ಮಂಡ್ಯ: bbox=[486, 918, 502, 925]
parama-text: ಸಿದ್ದಗಂಗಾ ಕ್ಷೇತ್ರದ ಡಾ. ಶಿವಕುಮಾರ ಮಹಾಸ್ವಾಮೀಜಿ ಅವರ ಆದರ್ಶಗಳು ಎಲ್ಲರಿಗೂ ಅನುಕರಣೀಯವಾಗಲಿ ಎಂದು ಜಿಲ್ಲಾ ವೀರಶೈವ ಮಹಾಸಭಾ ಅಧ್ಯಕ್ಷರು ತಿಳಿಸಿದರು. ನಗರದ ಸ್ವರ್ಣಸಂದ್ರ ಬಡಾವಣೆಯಲ್ಲಿ ಆಯೋಜಿಸಿದ್ದ ಶ್ರೀಗಳ 118ನೇ ಜಯಂತ್ಯುತ್ಸವದಲ್ಲಿ ಮಾತನಾಡಿ, ನಡೆದಾಡುವ ದೇವರು ಎಂದೇ ಖ್ಯಾತರಾದ ಶ್ರೀಗಳು ಜಾತಿ, ಧರ್ಮ, ವರ್ಗ ಭೇದವಿಲ್ಲದೆ ಲಕ್ಷಾಂತರ ಮಕ್ಕಳಿಗೆ ವಿದ್ಯಾದಾನ ಮಾಡಿದರು. ಅವರ ಸೇವೆ ಅಜರಾಮರ. ಸಮಾಜದ ಎಲ್ಲ ವರ್ಗದ ಜನರು ಅವರ ಆದರ್ಶಗಳನ್ನು ಮೈಗೂಡಿಸಿಕೊಳ್ಳಬೇಕು ಎಂದರು. ಕಾರ್ಯಕ್ರಮದಲ್ಲಿ ಫೌಂಡೇಶನ್ ಅಧ್ಯಕ್ಷರು, ಸಮಾಜದ ಮುಖಂಡರು ಹಾಗೂ ನೂರಾರು ಭಕ್ತರು ಪಾಲ್ಗೊಂಡಿದ್ದರು. ಅನ್ನದಾಸೋಹ ಏರ್ಪಡಿಸಲಾಗಿತ್ತು. bbox=[486, 918, 705, 975]
section-title: ಮಂಡ್ಯ bbox=[335, 6, 414, 47]
sun-emblem-icon bbox=[713, 10, 729, 26]
press-meet-photo bbox=[362, 368, 668, 464]
kirusuddi-column bbox=[24, 64, 194, 1144]
nrega-dateline: ಬಂಡಾರವೇಟಿ: bbox=[28, 1216, 57, 1223]
speaking-hand-icon bbox=[28, 68, 68, 108]
weather-max-label: ಗರಿಷ್ಠ bbox=[533, 10, 546, 18]
registration-marks-mid bbox=[335, 1406, 395, 1414]
lead-headline: ರೈತರ ಬಗ್ಗೆ ಕಾಳಜಿ ಇಲ್ಲ bbox=[289, 313, 591, 359]
